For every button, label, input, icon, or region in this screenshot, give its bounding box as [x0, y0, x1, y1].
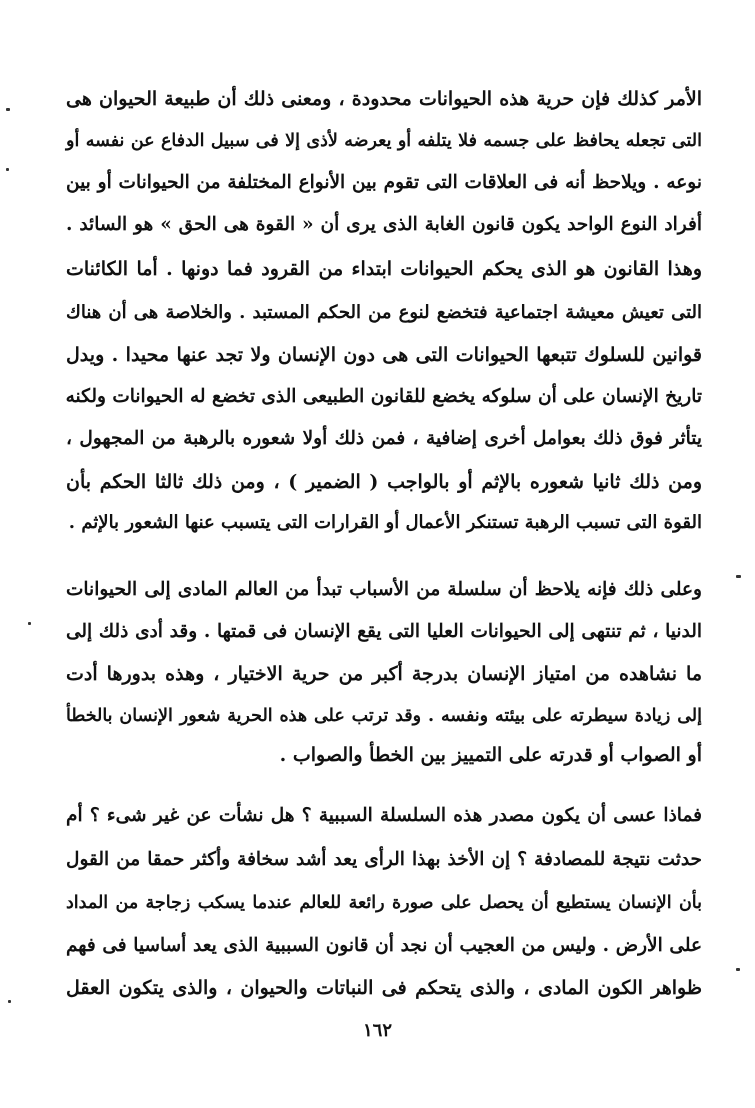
text-line: على الأرض . وليس من العجيب أن نجد أن قانون السببية الذى يعد أساسيا فى فهم [66, 935, 702, 956]
text-line: يتأثر فوق ذلك بعوامل أخرى إضافية ، فمن ذلك أولا شعوره بالرهبة من المجهول ، [66, 428, 702, 449]
scan-speck [736, 575, 741, 578]
scan-speck [6, 168, 9, 171]
text-line: ما نشاهده من امتياز الإنسان بدرجة أكبر من حرية الاختيار ، وهذه بدورها أدت [66, 663, 702, 685]
scan-speck [8, 1000, 11, 1003]
text-line: أو الصواب أو قدرته على التمييز بين الخطأ والصواب . [279, 744, 702, 766]
text-line: إلى زيادة سيطرته على بيئته ونفسه . وقد ترتب على هذه الحرية شعور الإنسان بالخطأ [66, 706, 702, 726]
text-line: الدنيا ، ثم تنتهى إلى الحيوانات العليا التى يقع الإنسان فى قمتها . وقد أدى ذلك إلى [66, 621, 702, 642]
text-line: قوانين للسلوك تتبعها الحيوانات التى هى دون الإنسان ولا تجد عنها محيدا . ويدل [66, 344, 702, 366]
text-line: بأن الإنسان يستطيع أن يحصل على صورة رائعة للعالم عندما يسكب زجاجة من المداد [66, 893, 702, 913]
text-line: حدثت نتيجة للمصادفة ؟ إن الأخذ بهذا الرأى يعد أشد سخافة وأكثر حمقا من القول [66, 849, 702, 870]
page-number: ١٦٢ [362, 1020, 392, 1041]
scan-speck [28, 622, 31, 625]
text-line: تاريخ الإنسان على أن سلوكه يخضع للقانون الطبيعى الذى تخضع له الحيوانات ولكنه [65, 386, 702, 407]
scan-speck [736, 968, 740, 971]
text-line: وعلى ذلك فإنه يلاحظ أن سلسلة من الأسباب تبدأ من العالم المادى إلى الحيوانات [66, 579, 702, 600]
text-line: نوعه . ويلاحظ أنه فى العلاقات التى تقوم بين الأنواع المختلفة من الحيوانات أو بين [66, 172, 702, 193]
text-line: التى تعيش معيشة اجتماعية فتخضع لنوع من الحكم المستبد . والخلاصة هى أن هناك [66, 302, 702, 323]
text-line: التى تجعله يحافظ على جسمه فلا يتلفه أو يعرضه لأذى إلا فى سبيل الدفاع عن نفسه أو [66, 131, 702, 151]
scan-speck [6, 108, 10, 111]
text-line: ظواهر الكون المادى ، والذى يتحكم فى النباتات والحيوان ، والذى يتكون العقل [66, 977, 702, 999]
text-line: القوة التى تسبب الرهبة تستنكر الأعمال أو القرارات التى يتسبب عنها الشعور بالإثم . [68, 512, 702, 533]
text-line: فماذا عسى أن يكون مصدر هذه السلسلة السببية ؟ هل نشأت عن غير شىء ؟ أم [66, 805, 702, 826]
text-line: ومن ذلك ثانيا شعوره بالإثم أو بالواجب ( الضمير ) ، ومن ذلك ثالثا الحكم بأن [66, 471, 702, 493]
text-line: أفراد النوع الواحد يكون قانون الغابة الذى يرى أن « القوة هى الحق » هو السائد . [66, 214, 702, 235]
text-line: وهذا القانون هو الذى يحكم الحيوانات ابتداء من القرود فما دونها . أما الكائنات [66, 258, 702, 280]
text-line: الأمر كذلك فإن حرية هذه الحيوانات محدودة ، ومعنى ذلك أن طبيعة الحيوان هى [66, 88, 702, 110]
